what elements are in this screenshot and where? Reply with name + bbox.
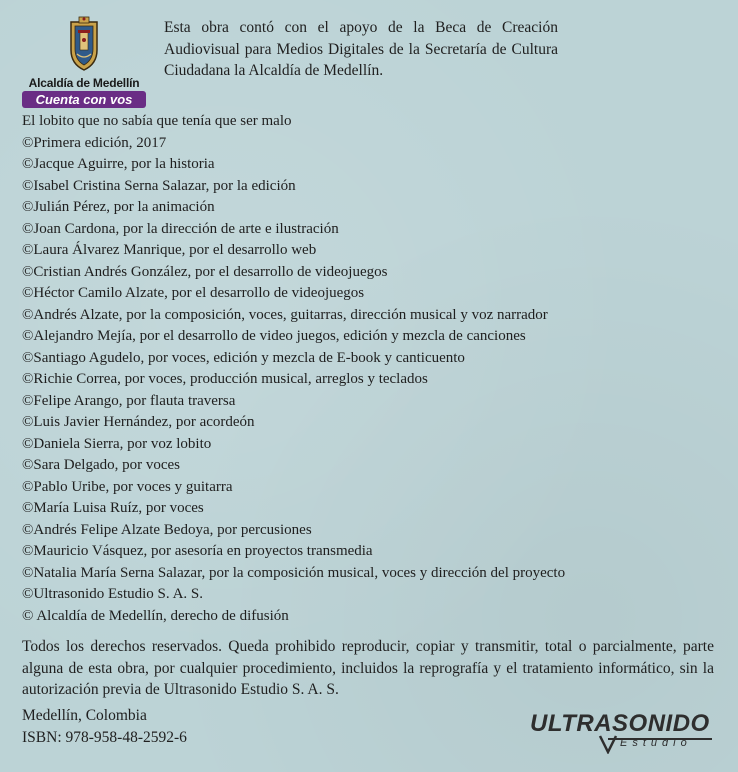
logo-tagline: Cuenta con vos — [22, 91, 146, 108]
isbn-text: ISBN: 978-958-48-2592-6 — [22, 729, 187, 746]
studio-logo-name: ULTRASONIDO — [530, 710, 710, 737]
publication-info — [22, 705, 187, 749]
credit-item: ©Ultrasonido Estudio S. A. S. — [22, 586, 203, 602]
credit-item: ©Cristian Andrés González, por el desarrollo de videojuegos — [22, 263, 388, 280]
credit-item: ©Mauricio Vásquez, por asesoría en proyectos transmedia — [22, 543, 373, 559]
logo-name: Alcaldía de Medellín — [28, 76, 140, 90]
credit-item: ©Felipe Arango, por flauta traversa — [22, 392, 236, 409]
alcaldia-logo — [20, 14, 148, 108]
studio-logo-sub: Estudio — [620, 737, 692, 749]
credit-item: ©Sara Delgado, por voces — [22, 457, 181, 473]
ultrasonido-logo — [530, 710, 720, 754]
credit-item: ©Andrés Felipe Alzate Bedoya, por percusiones — [22, 521, 312, 538]
credit-item: ©María Luisa Ruíz, por voces — [22, 500, 204, 516]
credit-item: ©Andrés Alzate, por la composición, voces, guitarras, dirección musical y voz narrador — [22, 306, 548, 323]
v-mark-icon — [598, 734, 618, 754]
intro-paragraph: Esta obra contó con el apoyo de la Beca de Creación Audiovisual para Medios Digitales de la Secretaría de Cultura Ciudadana la Alcaldía de Medellín. — [164, 19, 558, 79]
credit-item: © Alcaldía de Medellín, derecho de difusión — [22, 607, 289, 624]
credit-item: ©Joan Cardona, por la dirección de arte e ilustración — [22, 220, 339, 237]
credit-item: ©Richie Correa, por voces, producción musical, arreglos y teclados — [22, 371, 428, 387]
credit-item: ©Pablo Uribe, por voces y guitarra — [22, 478, 233, 495]
credit-item: El lobito que no sabía que tenía que ser malo — [22, 113, 292, 129]
credits-list — [22, 111, 565, 627]
credit-item: ©Julián Pérez, por la animación — [22, 199, 215, 215]
credit-item: ©Daniela Sierra, por voz lobito — [22, 435, 212, 452]
rights-paragraph: Todos los derechos reservados. Queda prohibido reproducir, copiar y transmitir, total o parcialmente, parte alguna de esta obra, por cualquier procedimiento, incluidos la reprografía y el tratamiento informático, sin la autorización previa de Ultrasonido Estudio S. A. S. — [22, 638, 714, 698]
credit-item: ©Laura Álvarez Manrique, por el desarrollo web — [22, 242, 317, 258]
credit-item: ©Jacque Aguirre, por la historia — [22, 156, 215, 172]
place-text: Medellín, Colombia — [22, 707, 147, 724]
credit-item: ©Alejandro Mejía, por el desarrollo de video juegos, edición y mezcla de canciones — [22, 328, 526, 344]
city-crest-icon — [65, 16, 103, 72]
credit-item: ©Natalia María Serna Salazar, por la composición musical, voces y dirección del proyecto — [22, 564, 566, 581]
credit-item: ©Primera edición, 2017 — [22, 134, 167, 151]
credit-item: ©Luis Javier Hernández, por acordeón — [22, 414, 255, 430]
credit-item: ©Héctor Camilo Alzate, por el desarrollo de videojuegos — [22, 285, 365, 301]
credit-item: ©Isabel Cristina Serna Salazar, por la edición — [22, 177, 296, 194]
credit-item: ©Santiago Agudelo, por voces, edición y mezcla de E-book y canticuento — [22, 349, 465, 366]
